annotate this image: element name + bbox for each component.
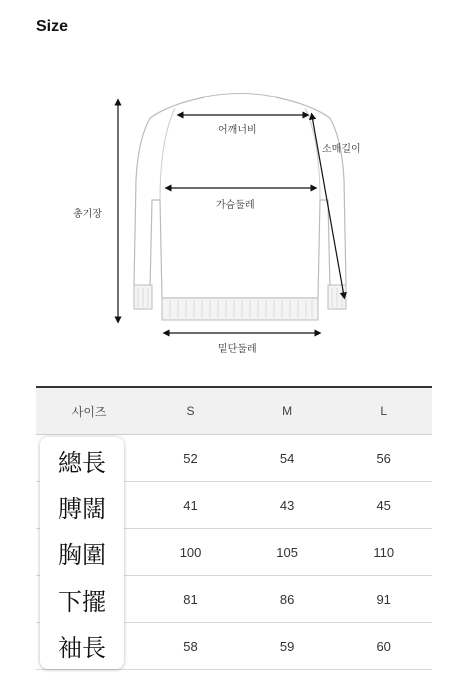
translation-overlay[interactable] <box>40 437 124 669</box>
table-cell: 105 <box>276 544 298 560</box>
table-cell: 81 <box>183 591 198 607</box>
header-m: M <box>282 404 293 418</box>
overlay-item-total-length[interactable]: 總長 <box>58 448 106 477</box>
size-heading: Size <box>36 18 69 35</box>
table-cell: 60 <box>376 638 391 654</box>
header-size: 사이즈 <box>71 404 107 419</box>
table-cell: 52 <box>183 450 198 466</box>
overlay-item-chest[interactable]: 胸圍 <box>58 541 106 570</box>
table-cell: 54 <box>279 450 295 466</box>
overlay-item-sleeve[interactable]: 袖長 <box>58 634 106 663</box>
chest-label: 가슴둘레 <box>216 200 255 211</box>
total-length-label: 총기장 <box>73 209 102 220</box>
table-cell: 43 <box>279 497 295 513</box>
table-cell: 110 <box>373 544 395 560</box>
table-cell: 91 <box>376 591 391 607</box>
shoulder-label: 어깨너비 <box>218 125 257 136</box>
overlay-item-hem[interactable]: 下擺 <box>58 587 106 616</box>
table-cell: 56 <box>376 450 391 466</box>
table-cell: 45 <box>376 497 391 513</box>
table-cell: 100 <box>179 544 202 560</box>
overlay-item-shoulder[interactable]: 膊闊 <box>58 495 106 524</box>
table-cell: 41 <box>183 497 198 513</box>
table-header-row <box>36 386 432 435</box>
hem-label: 밑단둘레 <box>218 344 257 355</box>
table-cell: 86 <box>279 591 295 607</box>
table-cell: 58 <box>183 638 198 654</box>
header-l: L <box>380 404 388 418</box>
table-cell: 59 <box>279 638 295 654</box>
sleeve-label: 소매길이 <box>322 144 361 155</box>
header-s: S <box>186 404 195 418</box>
